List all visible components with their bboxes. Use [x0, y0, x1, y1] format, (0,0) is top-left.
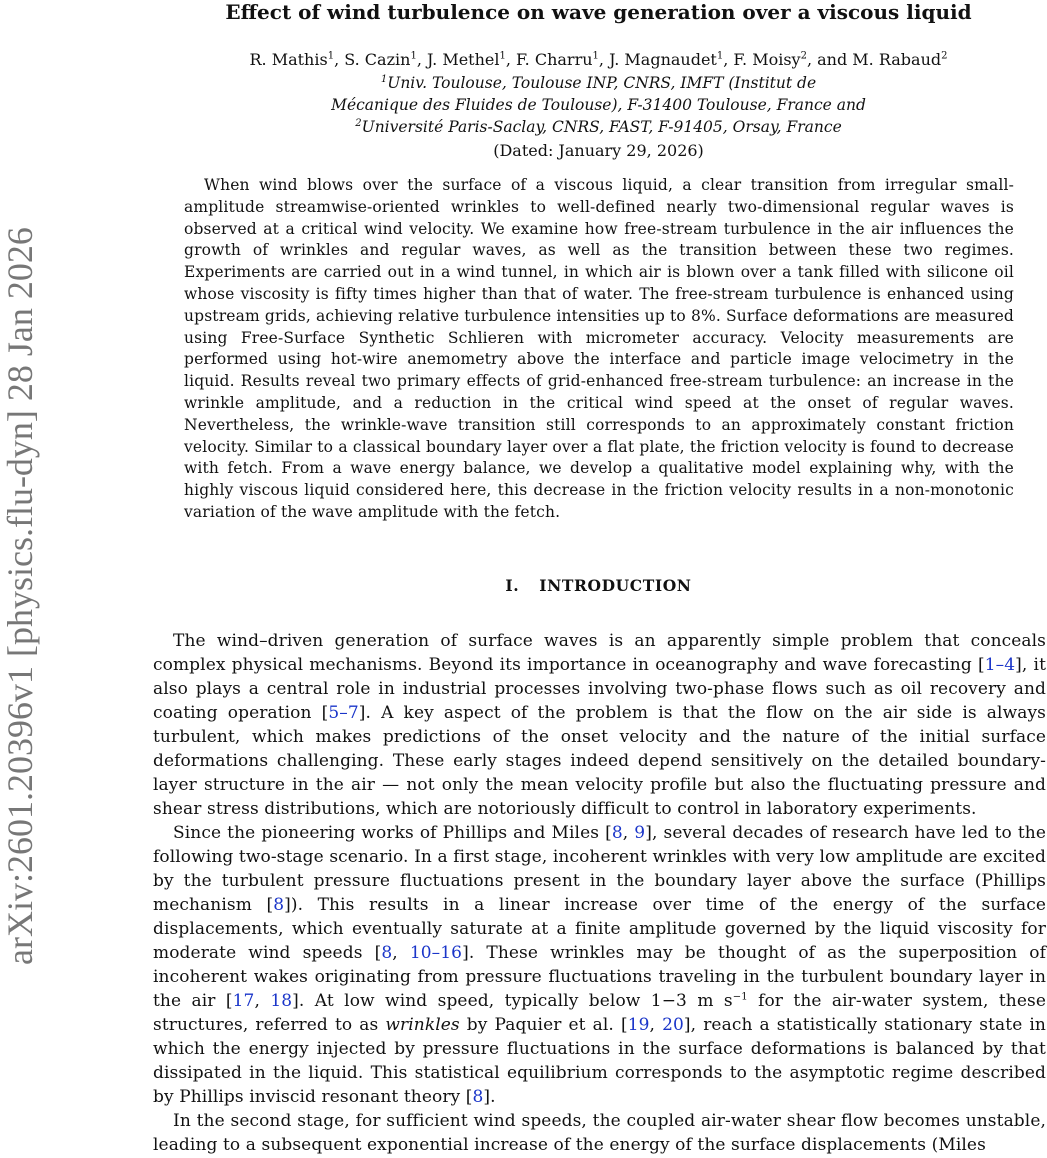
citation-link[interactable]: 8 — [381, 943, 393, 963]
paragraph: In the second stage, for sufficient wind speeds, the coupled air-water shear flow becomes unstable, leading to a subsequent exponential increase of the energy of the surface displacements (Miles — [153, 1111, 1046, 1155]
author-affiliation-mark: 1 — [499, 50, 506, 62]
section-heading — [150, 575, 1047, 597]
citation-link[interactable]: 9 — [634, 823, 646, 843]
citation-link[interactable]: 1–4 — [984, 655, 1016, 675]
author-list: R. Mathis$^1$, S. Cazin$^1$, J. Methel$^1$, F. Charru$^1$, J. Magnaudet$^1$, F. Moisy$^2$, and M. Rabaud$^2$ — [249, 50, 948, 69]
author-name: S. Cazin — [344, 50, 411, 69]
affiliation-1-line-1: $^1$Univ. Toulouse, Toulouse INP, CNRS, IMFT (Institut de — [380, 73, 817, 92]
citation-link[interactable]: 10–16 — [409, 943, 463, 963]
author-name: M. Rabaud — [852, 50, 942, 69]
paragraph: Since the pioneering works of Phillips and Miles [8, 9], several decades of research have led to the following two-stage scenario. In a first stage, incoherent wrinkles with very low amplitude are excited by the turbulent pressure fluctuations present in the boundary layer above the surface (Phillips mechanism [8]). This results in a linear increase over time of the energy of the surface displacements, which eventually saturate at a finite amplitude governed by the liquid viscosity for moderate wind speeds [8, 10–16]. These wrinkles may be thought of as the superposition of incoherent wakes originating from pressure fluctuations traveling in the turbulent boundary layer in the air [17, 18]. At low wind speed, typically below 1−3 m $s^{-1}$ for the air-water system, these structures, referred to as wrinkles by Paquier et al. [19, 20], reach a statistically stationary state in which the energy injected by pressure fluctuations in the surface deformations is balanced by that dissipated in the liquid. This statistical equilibrium corresponds to the asymptotic regime described by Phillips inviscid resonant theory [8]. — [153, 823, 1047, 1107]
author-name: F. Charru — [516, 50, 593, 69]
author-affiliation-mark: 1 — [716, 50, 724, 62]
author-affiliation-mark: 1 — [327, 50, 335, 62]
author-affiliation-mark: 1 — [592, 50, 599, 62]
author-affiliation-mark: 2 — [941, 50, 948, 62]
author-name: J. Magnaudet — [609, 50, 717, 69]
section-number: I. — [505, 576, 520, 595]
author-name: J. Methel — [426, 50, 500, 69]
citation-link[interactable]: 19 — [627, 1015, 650, 1035]
section-title: INTRODUCTION — [539, 576, 692, 595]
citation-link[interactable]: 5–7 — [328, 703, 359, 723]
introduction-body — [153, 629, 1046, 1157]
arxiv-identifier: arXiv:2601.20396v1 [physics.flu-dyn] 28 Jan 2026 — [0, 227, 40, 965]
author-affiliation-mark: 2 — [800, 50, 807, 62]
emphasis: wrinkles — [385, 1015, 460, 1035]
citation-link[interactable]: 18 — [270, 991, 293, 1011]
citation-link[interactable]: 20 — [662, 1015, 684, 1035]
author-name: F. Moisy — [733, 50, 801, 69]
citation-link[interactable]: 17 — [232, 991, 255, 1011]
dated-line: (Dated: January 29, 2026) — [493, 141, 704, 160]
affiliation-2: $^2$Université Paris-Saclay, CNRS, FAST, F-91405, Orsay, France — [355, 117, 842, 136]
citation-link[interactable]: 8 — [611, 823, 623, 843]
affiliation-1-line-2: Mécanique des Fluides de Toulouse), F-31400 Toulouse, France and — [331, 96, 866, 114]
paper-title: Effect of wind turbulence on wave generation over a viscous liquid — [225, 0, 972, 24]
paragraph: The wind–driven generation of surface waves is an apparently simple problem that conceals complex physical mechanisms. Beyond its importance in oceanography and wave forecasting [1–4], it also plays a central role in industrial processes involving two-phase flows such as oil recovery and coating operation [5–7]. A key aspect of the problem is that the flow on the air side is always turbulent, which makes predictions of the onset velocity and the nature of the initial surface deformations challenging. These early stages indeed depend sensitively on the detailed boundary-layer structure in the air — not only the mean velocity profile but also the fluctuating pressure and shear stress distributions, which are notoriously difficult to control in laboratory experiments. — [153, 631, 1046, 819]
author-name: R. Mathis — [249, 50, 328, 69]
author-affiliation-mark: 1 — [410, 50, 417, 62]
citation-link[interactable]: 8 — [273, 895, 285, 915]
abstract: When wind blows over the surface of a viscous liquid, a clear transition from irregular small-amplitude streamwise-oriented wrinkles to well-defined nearly two-dimensional regular waves is observed at a critical wind velocity. We examine how free-stream turbulence in the air influences the growth of wrinkles and regular waves, as well as the transition between these two regimes. Experiments are carried out in a wind tunnel, in which air is blown over a tank filled with silicone oil whose viscosity is fifty times higher than that of water. The free-stream turbulence is enhanced using upstream grids, achieving relative turbulence intensities up to 8%. Surface deformations are measured using Free-Surface Synthetic Schlieren with micrometer accuracy. Velocity measurements are performed using hot-wire anemometry above the interface and particle image velocimetry in the liquid. Results reveal two primary effects of grid-enhanced free-stream turbulence: an increase in the wrinkle amplitude, and a reduction in the critical wind speed at the onset of regular waves. Nevertheless, the wrinkle-wave transition still corresponds to an approximately constant friction velocity. Similar to a classical boundary layer over a flat plate, the friction velocity is found to decrease with fetch. From a wave energy balance, we develop a qualitative model explaining why, with the highly viscous liquid considered here, this decrease in the friction velocity results in a non-monotonic variation of the wave amplitude with the fetch. — [184, 176, 1014, 521]
citation-link[interactable]: 8 — [472, 1087, 484, 1107]
